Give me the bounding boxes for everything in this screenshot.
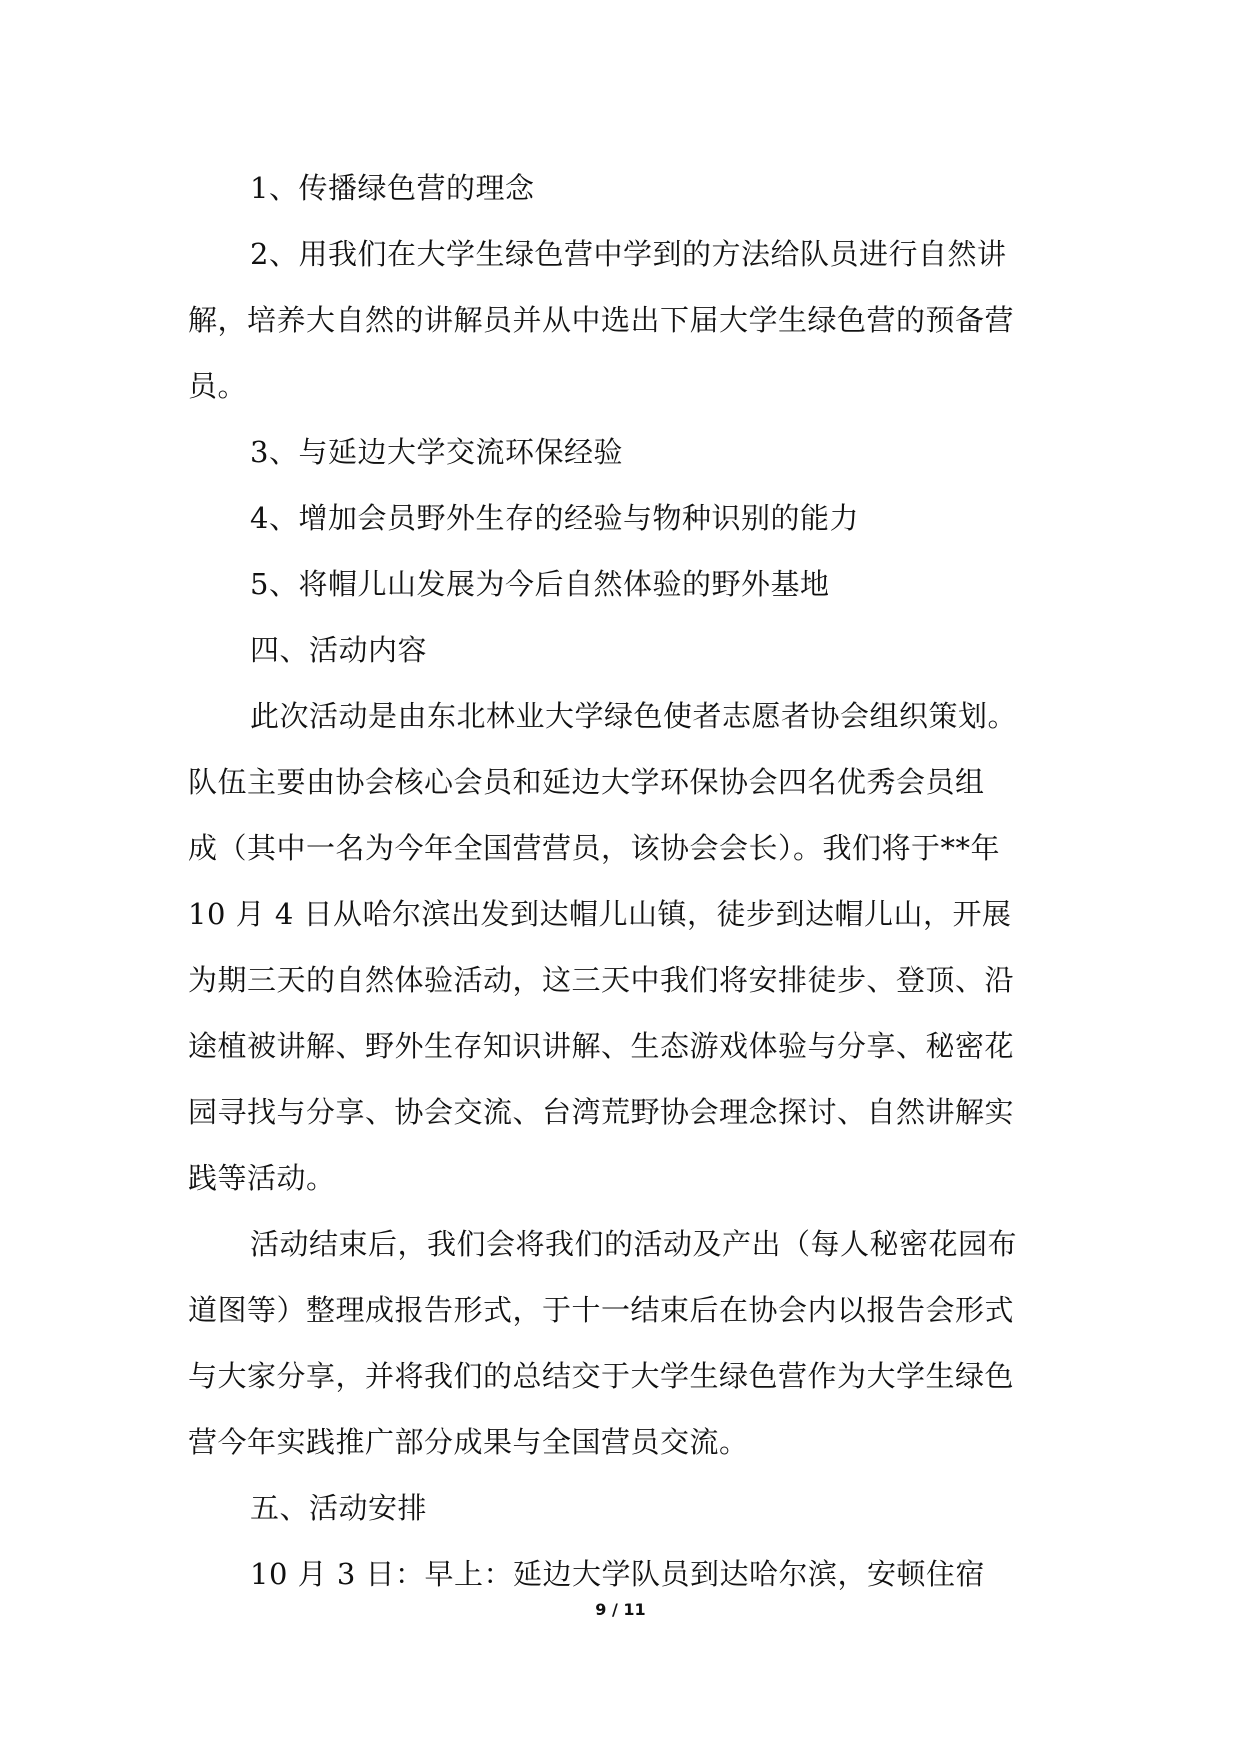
- content-paragraph-1-line-8: 践等活动。: [188, 1161, 336, 1195]
- content-paragraph-2-line-3: 与大家分享，并将我们的总结交于大学生绿色营作为大学生绿色: [188, 1359, 1015, 1393]
- page-number: 9 / 11: [595, 1600, 646, 1619]
- goal-item-4: 4、增加会员野外生存的经验与物种识别的能力: [250, 501, 859, 535]
- content-paragraph-1-line-6: 途植被讲解、野外生存知识讲解、生态游戏体验与分享、秘密花: [188, 1029, 1015, 1063]
- content-paragraph-2-line-2: 道图等）整理成报告形式，于十一结束后在协会内以报告会形式: [188, 1293, 1015, 1327]
- goal-item-2-line-3: 员。: [188, 369, 248, 403]
- goal-item-3: 3、与延边大学交流环保经验: [250, 435, 623, 469]
- content-paragraph-1-line-2: 队伍主要由协会核心会员和延边大学环保协会四名优秀会员组: [188, 765, 985, 799]
- content-paragraph-1-line-7: 园寻找与分享、协会交流、台湾荒野协会理念探讨、自然讲解实: [188, 1095, 1015, 1129]
- schedule-item-oct-3: 10 月 3 日：早上：延边大学队员到达哈尔滨，安顿住宿: [250, 1557, 986, 1591]
- goal-item-1: 1、传播绿色营的理念: [250, 171, 535, 205]
- goal-item-2-line-1: 2、用我们在大学生绿色营中学到的方法给队员进行自然讲: [250, 237, 1007, 271]
- content-paragraph-1-line-5: 为期三天的自然体验活动，这三天中我们将安排徒步、登顶、沿: [188, 963, 1015, 997]
- content-paragraph-2-line-1: 活动结束后，我们会将我们的活动及产出（每人秘密花园布: [250, 1227, 1018, 1261]
- content-paragraph-1-line-4: 10 月 4 日从哈尔滨出发到达帽儿山镇，徒步到达帽儿山，开展: [188, 897, 1012, 931]
- content-paragraph-1-line-3: 成（其中一名为今年全国营营员，该协会会长）。我们将于**年: [188, 831, 1001, 865]
- content-paragraph-2-line-4: 营今年实践推广部分成果与全国营员交流。: [188, 1425, 749, 1459]
- content-paragraph-1-line-1: 此次活动是由东北林业大学绿色使者志愿者协会组织策划。: [250, 699, 1018, 733]
- goal-item-5: 5、将帽儿山发展为今后自然体验的野外基地: [250, 567, 830, 601]
- section-heading-content: 四、活动内容: [250, 633, 428, 667]
- goal-item-2-line-2: 解，培养大自然的讲解员并从中选出下届大学生绿色营的预备营: [188, 303, 1015, 337]
- section-heading-schedule: 五、活动安排: [250, 1491, 428, 1525]
- body-text: [188, 155, 1058, 1607]
